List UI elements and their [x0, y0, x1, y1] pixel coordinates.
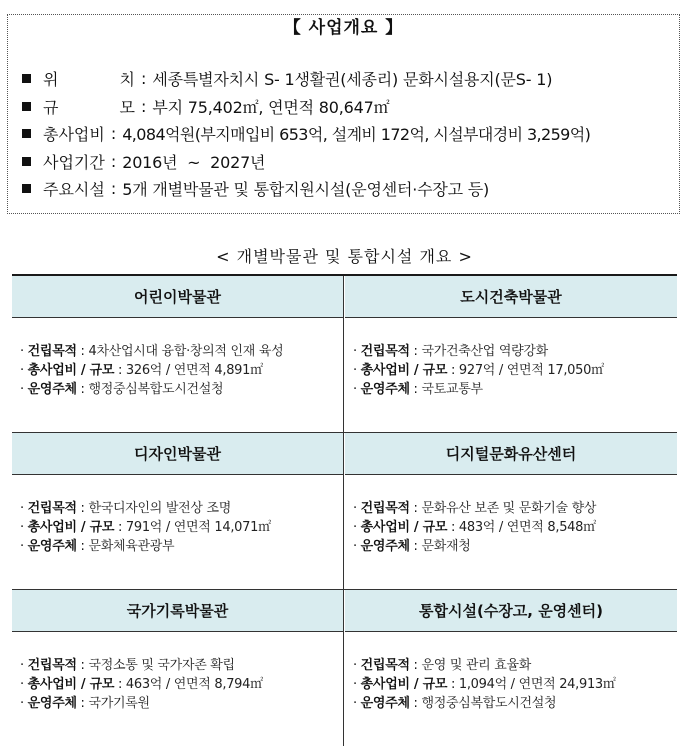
- detail-purpose: · 건립목적 : 국정소통 및 국가자존 확립: [20, 658, 235, 673]
- summary-label: 사업기간: [43, 152, 105, 172]
- summary-value: 4,084억원(부지매입비 653억, 설계비 172억, 시설부대경비 3,259억): [122, 125, 591, 145]
- colon: :: [110, 151, 117, 171]
- facility-cell: [345, 590, 677, 746]
- detail-operator: · 운영주체 : 행정중심복합도시건설청: [353, 696, 557, 711]
- detail-cost-scale: · 총사업비 / 규모 : 927억 / 연면적 17,050㎡: [353, 363, 604, 378]
- facility-cell: [12, 433, 344, 589]
- summary-label: 규 모: [43, 97, 135, 117]
- facility-table: [12, 274, 677, 746]
- detail-operator: · 운영주체 : 행정중심복합도시건설청: [20, 382, 224, 397]
- detail-purpose: · 건립목적 : 운영 및 관리 효율화: [353, 658, 532, 673]
- facility-cell: [345, 433, 677, 589]
- detail-purpose: · 건립목적 : 국가건축산업 역량강화: [353, 344, 548, 359]
- detail-cost-scale: · 총사업비 / 규모 : 791억 / 연면적 14,071㎡: [20, 520, 271, 535]
- project-summary-box: [7, 14, 680, 214]
- detail-operator: · 운영주체 : 국토교통부: [353, 382, 483, 397]
- detail-cost-scale: · 총사업비 / 규모 : 463억 / 연면적 8,794㎡: [20, 677, 263, 692]
- facility-name: 통합시설(수장고, 운영센터): [345, 590, 677, 632]
- detail-cost-scale: · 총사업비 / 규모 : 483억 / 연면적 8,548㎡: [353, 520, 596, 535]
- summary-label: 주요시설: [43, 180, 105, 200]
- summary-value: 5개 개별박물관 및 통합지원시설(운영센터·수장고 등): [122, 180, 490, 200]
- summary-row-location: [22, 65, 675, 93]
- detail-operator: · 운영주체 : 국가기록원: [20, 696, 150, 711]
- section-title: < 개별박물관 및 통합시설 개요 >: [216, 247, 473, 266]
- summary-list: [22, 65, 675, 203]
- colon: :: [141, 96, 147, 116]
- facility-cell: [12, 590, 344, 746]
- summary-row-scale: [22, 93, 675, 121]
- colon: :: [141, 69, 147, 89]
- square-bullet-icon: [22, 74, 31, 83]
- facility-cell: [345, 276, 677, 432]
- detail-purpose: · 건립목적 : 한국디자인의 발전상 조명: [20, 501, 231, 516]
- facility-name: 디지털문화유산센터: [345, 433, 677, 475]
- colon: :: [110, 124, 117, 144]
- summary-title-text: 사업개요: [308, 18, 379, 38]
- summary-label: 위 치: [43, 70, 135, 90]
- summary-value: 부지 75,402㎡, 연면적 80,647㎡: [152, 97, 390, 117]
- summary-label: 총사업비: [43, 125, 105, 145]
- detail-operator: · 운영주체 : 문화체육관광부: [20, 539, 175, 554]
- facility-name: 디자인박물관: [12, 433, 343, 475]
- colon: :: [110, 179, 117, 199]
- facility-cell: [12, 276, 344, 432]
- square-bullet-icon: [22, 184, 31, 193]
- facility-name: 국가기록박물관: [12, 590, 343, 632]
- square-bullet-icon: [22, 157, 31, 166]
- detail-cost-scale: · 총사업비 / 규모 : 326억 / 연면적 4,891㎡: [20, 363, 263, 378]
- facility-name: 도시건축박물관: [345, 276, 677, 318]
- detail-purpose: · 건립목적 : 문화유산 보존 및 문화기술 향상: [353, 501, 597, 516]
- summary-value: 2016년 ~ 2027년: [122, 152, 266, 172]
- square-bullet-icon: [22, 129, 31, 138]
- title-bracket-close: 】: [385, 18, 404, 38]
- square-bullet-icon: [22, 102, 31, 111]
- summary-row-facilities: [22, 175, 675, 203]
- summary-row-period: [22, 148, 675, 176]
- summary-title: [8, 13, 679, 38]
- title-bracket-open: 【: [283, 18, 302, 38]
- summary-row-total-cost: [22, 120, 675, 148]
- detail-purpose: · 건립목적 : 4차산업시대 융합·창의적 인재 육성: [20, 344, 284, 359]
- detail-operator: · 운영주체 : 문화재청: [353, 539, 471, 554]
- detail-cost-scale: · 총사업비 / 규모 : 1,094억 / 연면적 24,913㎡: [353, 677, 616, 692]
- summary-value: 세종특별자치시 S- 1생활권(세종리) 문화시설용지(문S- 1): [152, 70, 553, 90]
- facility-name: 어린이박물관: [12, 276, 343, 318]
